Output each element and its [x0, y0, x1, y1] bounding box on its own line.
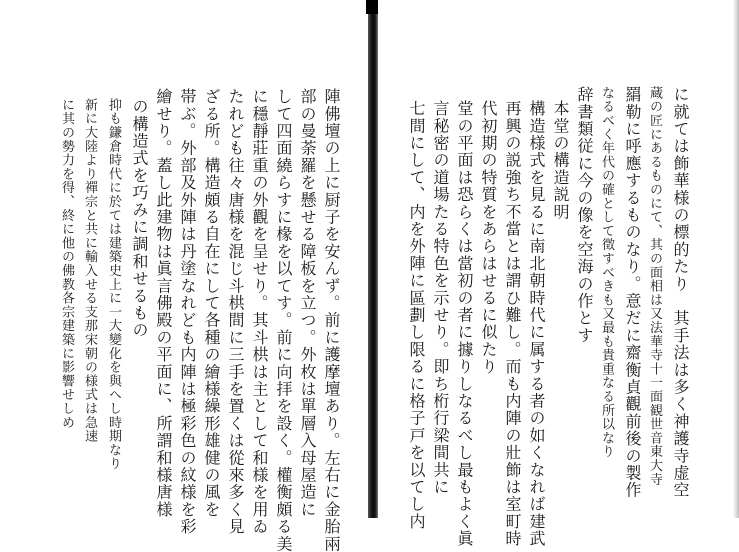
text-column: たれども往々唐様を混じ斗栱間に三手を置くは從來多く見: [226, 88, 245, 536]
text-column: ざる所。構造頗る自在にして各種の繪様繰形雄健の風を: [202, 88, 221, 518]
text-column: の構造式を巧みに調和せるもの: [130, 98, 149, 339]
right-page: [378, 0, 739, 548]
text-column: なるべく年代の確として徵すべきも又最も貴重なる所以なり: [599, 86, 614, 459]
text-column: に穩靜莊重の外觀を呈せり。其斗栱は主として和様を用ゐ: [250, 88, 269, 536]
text-column: 抑も鎌倉時代に於ては建築史上に一大變化を與へし時期なり: [106, 98, 121, 471]
text-column: 構造様式を見るに南北朝時代に属する者の如くなれば建武: [527, 100, 546, 548]
text-column: 蔵の匠にあるものにて、其の面相は又法華寺十一面観世音東大寺: [647, 86, 662, 487]
text-column: 七間にして、内を外陣に區劃し限るに格子戸を以てし内: [407, 100, 426, 530]
section-heading: 本堂の構造説明: [551, 100, 570, 221]
page-edge-shadow: [733, 0, 739, 518]
book-gutter: [368, 0, 378, 518]
text-column: 帯ぶ。外部及外陣は丹塗なれども内陣は極彩色の紋様を彩: [178, 88, 197, 536]
text-column: に其の勢力を得、終に他の佛教各宗建築に影響せしめ: [59, 98, 74, 430]
text-column: 再興の説強ち不當とは謂ひ難し。而も内陣の壯飾は室町時: [503, 100, 522, 548]
text-column: 言秘密の道場たる特色を示せり。即ち桁行梁間共に: [431, 100, 450, 496]
text-column: 羂勒に呼應するものなり。意だに齋衡貞觀前後の製作: [623, 86, 642, 499]
text-column: 堂の平面は恐らくは當初の者に據りしなるべし最もよく眞: [455, 100, 474, 548]
text-column: して四面繞らすに椽を以てす。前に向拝を設く。權衡頗る美: [274, 88, 293, 552]
text-column: 新に大陸より禪宗と共に輸入せる支那宋朝の様式は急速: [82, 98, 97, 443]
left-page: [0, 0, 368, 552]
text-column: 繪せり。蓋し此建物は眞言佛殿の平面に、所謂和様唐様: [154, 88, 173, 518]
text-column: 代初期の特質をあらはせるに似たり: [479, 100, 498, 376]
text-column: に就ては飾華様の標的たり 其手法は多く神護寺虚空: [671, 86, 690, 499]
text-column: 辞書類従に今の像を空海の作とす: [575, 86, 594, 344]
text-column: 陣佛壇の上に厨子を安んず。前に護摩壇あり。左右に金胎兩: [322, 88, 341, 552]
text-column: 部の曼荼羅を懸せる障板を立つ。外枚は單層入母屋造に: [298, 88, 317, 518]
